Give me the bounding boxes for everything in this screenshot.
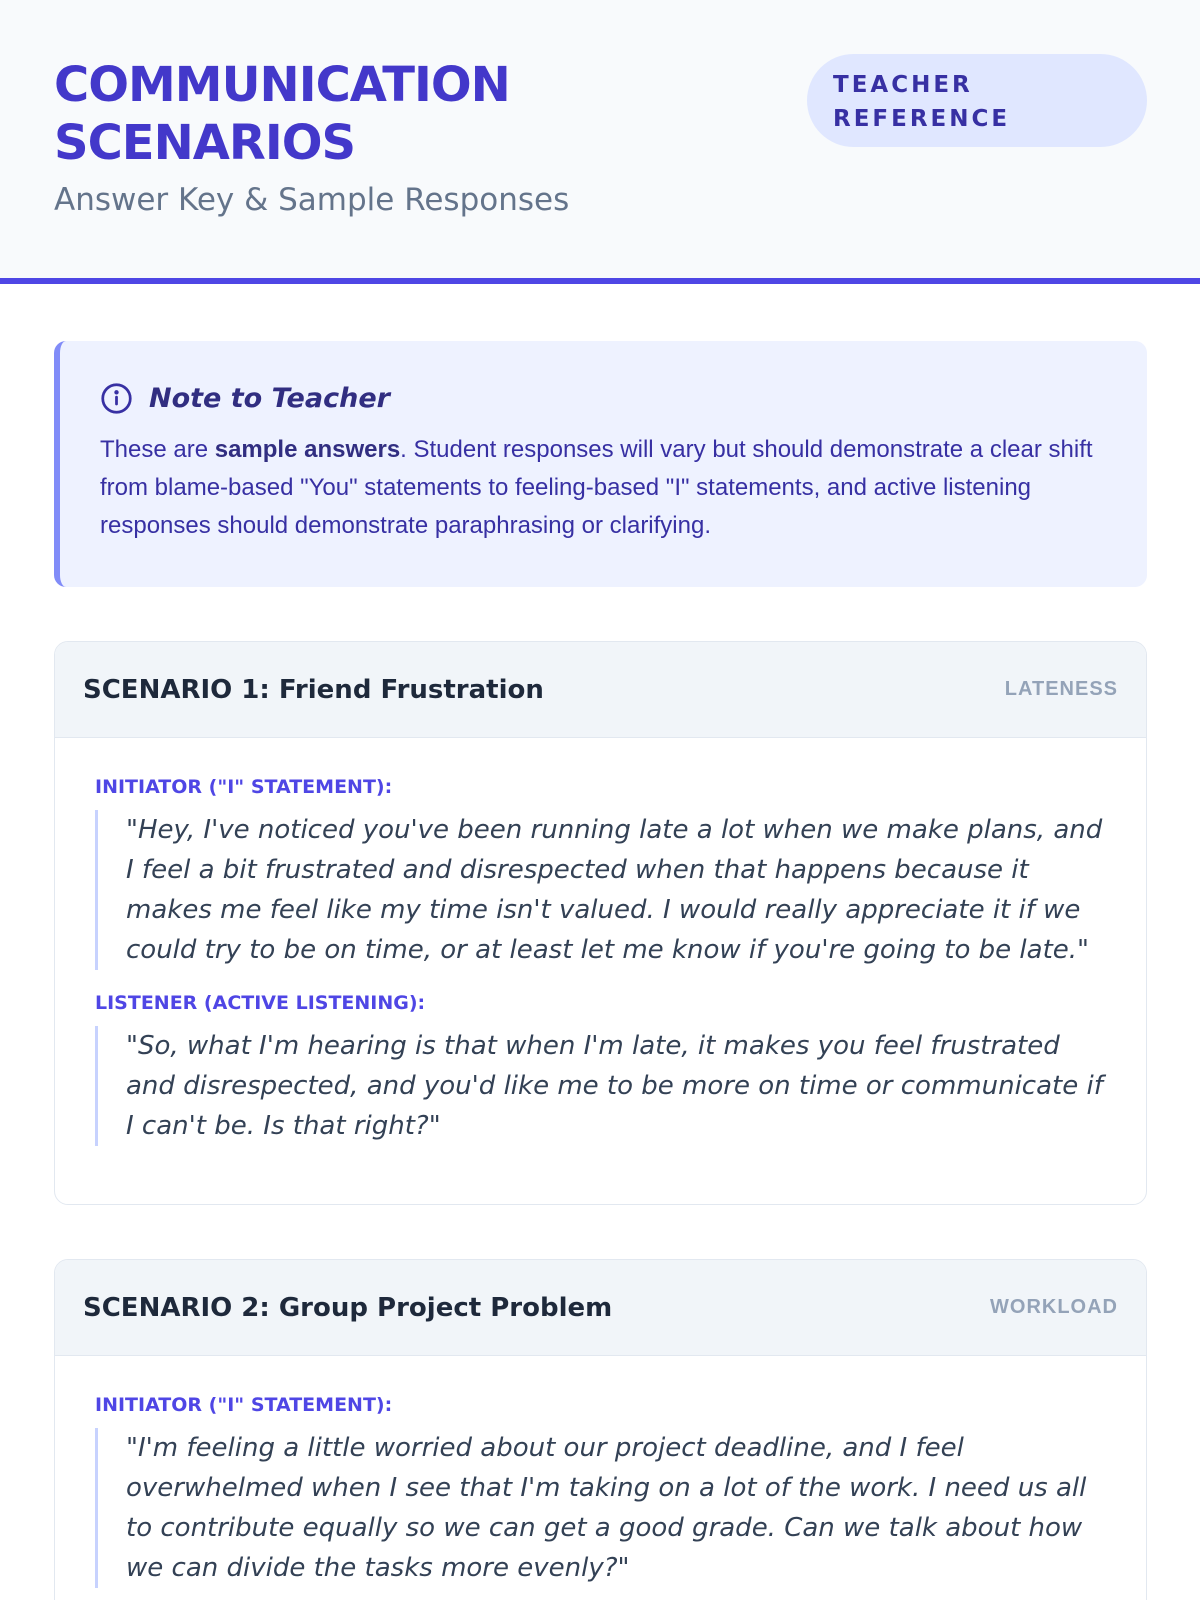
- scenario-body: [55, 1356, 1146, 1588]
- scenario-body: [55, 738, 1146, 1146]
- teacher-reference-badge: TEACHER REFERENCE: [807, 54, 1147, 147]
- scenario-header: [55, 1260, 1146, 1356]
- scenario-title: SCENARIO 2: Group Project Problem: [83, 1292, 613, 1323]
- page-header: [0, 0, 1200, 284]
- teacher-note-header: [100, 381, 1107, 415]
- scenario-tag: WORKLOAD: [990, 1296, 1118, 1318]
- page-subtitle: Answer Key & Sample Responses: [54, 182, 570, 218]
- note-text-rest: . Student responses will vary but should demonstrate a clear shift from blame-based "You" statements to feeling-based "I" statements, and active listening responses should demonstrate paraphrasing or clarifying.: [100, 436, 1093, 539]
- initiator-response: "Hey, I've noticed you've been running late a lot when we make plans, and I feel a bit frustrated and disrespected when that happens because it makes me feel like my time isn't valued. I would really appreciate it if we could try to be on time, or at least let me know if you're going to be late.": [95, 810, 1106, 970]
- scenario-tag: LATENESS: [1004, 678, 1118, 700]
- listener-label: LISTENER (ACTIVE LISTENING):: [95, 992, 426, 1014]
- scenario-title: SCENARIO 1: Friend Frustration: [83, 674, 544, 705]
- scenario-header: [55, 642, 1146, 738]
- note-text-emphasis: sample answers: [214, 436, 401, 463]
- teacher-note-text: [100, 431, 1107, 545]
- page-title: COMMUNICATION SCENARIOS: [54, 57, 510, 171]
- initiator-label: INITIATOR ("I" STATEMENT):: [95, 1394, 393, 1416]
- listener-response: "So, what I'm hearing is that when I'm late, it makes you feel frustrated and disrespected, and you'd like me to be more on time or communicate if I can't be. Is that right?": [95, 1026, 1106, 1146]
- initiator-response: "I'm feeling a little worried about our project deadline, and I feel overwhelmed when I see that I'm taking on a lot of the work. I need us all to contribute equally so we can get a good grade. Can we talk about how we can divide the tasks more evenly?": [95, 1428, 1106, 1588]
- scenario-card-2: [54, 1259, 1147, 1600]
- note-text-intro: These are: [100, 436, 215, 463]
- teacher-note: [54, 341, 1147, 587]
- teacher-note-title: Note to Teacher: [149, 382, 390, 414]
- scenario-card-1: [54, 641, 1147, 1205]
- info-icon: [100, 382, 133, 415]
- initiator-label: INITIATOR ("I" STATEMENT):: [95, 776, 393, 798]
